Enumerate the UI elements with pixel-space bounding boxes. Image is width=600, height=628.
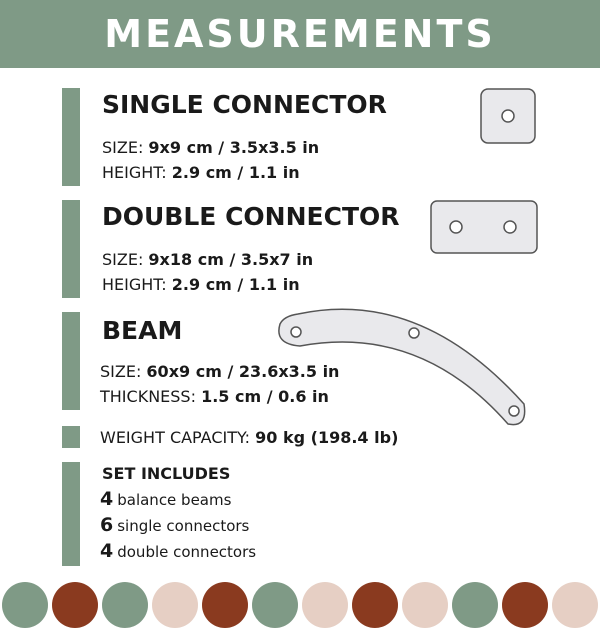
decorative-dot bbox=[452, 582, 498, 628]
decorative-dot bbox=[352, 582, 398, 628]
decorative-dot bbox=[252, 582, 298, 628]
double-connector-size: SIZE: 9x18 cm / 3.5x7 in bbox=[102, 250, 314, 269]
decorative-dot bbox=[402, 582, 448, 628]
decorative-dot bbox=[52, 582, 98, 628]
section-bar-beam bbox=[62, 312, 80, 410]
decorative-dot bbox=[202, 582, 248, 628]
decorative-dot bbox=[152, 582, 198, 628]
single-connector-title: SINGLE CONNECTOR bbox=[102, 90, 387, 119]
header-banner bbox=[0, 0, 600, 68]
section-bar-weight bbox=[62, 426, 80, 448]
weight-capacity: WEIGHT CAPACITY: 90 kg (198.4 lb) bbox=[100, 428, 399, 447]
decorative-dot bbox=[2, 582, 48, 628]
decorative-dot bbox=[302, 582, 348, 628]
section-bar-set bbox=[62, 462, 80, 566]
set-includes-title: SET INCLUDES bbox=[102, 464, 231, 483]
section-bar-double bbox=[62, 200, 80, 298]
decorative-dot bbox=[102, 582, 148, 628]
set-item-double-connectors: 4 double connectors bbox=[100, 540, 257, 562]
single-connector-illustration bbox=[478, 86, 538, 146]
set-item-single-connectors: 6 single connectors bbox=[100, 514, 250, 536]
single-connector-height: HEIGHT: 2.9 cm / 1.1 in bbox=[102, 163, 300, 182]
double-connector-height: HEIGHT: 2.9 cm / 1.1 in bbox=[102, 275, 300, 294]
decorative-dot bbox=[552, 582, 598, 628]
set-item-beams: 4 balance beams bbox=[100, 488, 232, 510]
beam-illustration bbox=[270, 296, 542, 434]
double-connector-title: DOUBLE CONNECTOR bbox=[102, 202, 400, 231]
page-title: MEASUREMENTS bbox=[104, 12, 496, 56]
single-connector-size: SIZE: 9x9 cm / 3.5x3.5 in bbox=[102, 138, 320, 157]
beam-thickness: THICKNESS: 1.5 cm / 0.6 in bbox=[100, 387, 329, 406]
double-connector-illustration bbox=[428, 198, 540, 256]
decorative-dot bbox=[502, 582, 548, 628]
section-bar-single bbox=[62, 88, 80, 186]
beam-size: SIZE: 60x9 cm / 23.6x3.5 in bbox=[100, 362, 340, 381]
beam-title: BEAM bbox=[102, 316, 183, 345]
